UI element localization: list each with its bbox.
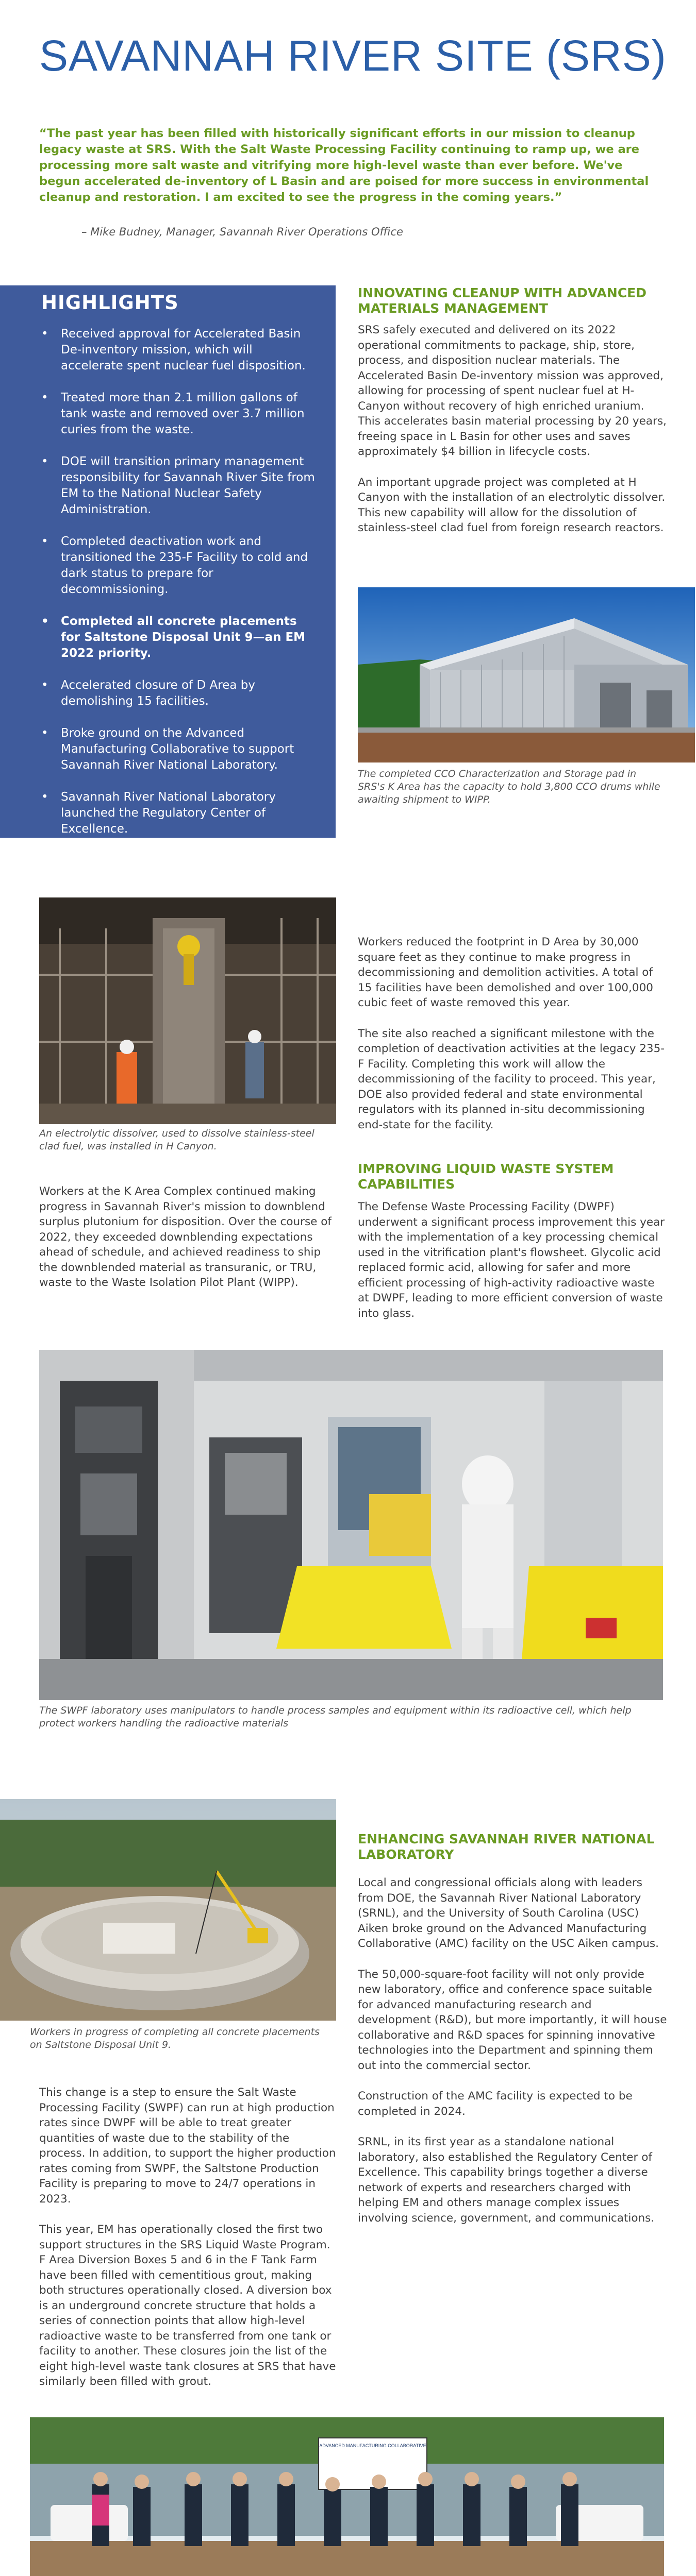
swpf-lab-photo <box>39 1350 663 1700</box>
saltstone-photo <box>0 1799 336 2021</box>
srnl-paragraph: SRNL, in its first year as a standalone national laboratory, also established the Regulatory Center of Excellence. This capability brings together a diverse network of experts and researchers charged with helping EM and others manage complex issues involving science, government, and communications. <box>358 2136 655 2225</box>
swpf-caption: The SWPF laboratory uses manipulators to handle process samples and equipment within its radioactive cell, which help protect workers handling the radioactive materials <box>39 1705 632 1729</box>
saltstone-text <box>39 2085 338 2405</box>
cco-storage-photo <box>358 587 695 762</box>
k-area-paragraph: Workers at the K Area Complex continued making progress in Savannah River's mission to downblend surplus plutonium for disposition. Over the course of 2022, they exceeded downblending expectations ahead of schedule, and achieved readiness to ship the downblended material as transuranic, or TRU, waste to the Waste Isolation Pilot Plant (WIPP). <box>39 1185 332 1289</box>
cleanup-paragraph: SRS safely executed and delivered on its 2022 operational commitments to package, ship, store, process, and disposition nuclear materials. The Accelerated Basin De-inventory mission was approved, allowing for processing of spent nuclear fuel at H-Canyon without recovery of high enriched uranium. This accelerates basin material processing by 20 years, freeing space in L Basin for other uses and saves approximately $4 billion in lifecycle costs. <box>358 324 667 458</box>
highlight-item: • Savannah River National Laboratory launched the Regulatory Center of Excellence. <box>41 789 315 837</box>
highlight-item: • Completed all concrete placements for Saltstone Disposal Unit 9—an EM 2022 priority. <box>41 614 315 662</box>
srnl-text <box>358 1875 667 2241</box>
cleanup-text <box>358 323 667 551</box>
d-area-text <box>358 935 667 1148</box>
groundbreaking-photo <box>30 2417 664 2576</box>
saltstone-paragraph: This change is a step to ensure the Salt Waste Processing Facility (SWPF) can run at high production rates since DWPF will be able to treat greater quantities of waste due to the stability of the process. In addition, to support the higher production rates coming from SWPF, the Saltstone Production Facility is preparing to move to 24/7 operations in 2023. <box>39 2086 336 2206</box>
sign-text: ADVANCED MANUFACTURING COLLABORATIVE <box>319 2443 426 2448</box>
d-area-paragraph: Workers reduced the footprint in D Area by 30,000 square feet as they continue to make progress in decommissioning and demolition activities. A total of 15 facilities have been demolished and over 100,000 cubic feet of waste removed this year. <box>358 936 653 1009</box>
k-area-text <box>39 1184 338 1306</box>
dissolver-photo <box>39 897 336 1124</box>
cleanup-heading: INNOVATING CLEANUP WITH ADVANCED MATERIALS MANAGEMENT <box>358 285 647 316</box>
page-title: SAVANNAH RIVER SITE (SRS) <box>39 31 667 80</box>
highlights-box <box>0 285 336 838</box>
highlight-item: • Received approval for Accelerated Basin De-inventory mission, which will accelerate spent nuclear fuel disposition. <box>41 326 315 374</box>
srnl-heading: ENHANCING SAVANNAH RIVER NATIONAL LABORATORY <box>358 1832 655 1862</box>
srnl-paragraph: The 50,000-square-foot facility will not only provide new laboratory, office and conference space suitable for advanced manufacturing research and development (R&D), but more importantly, it will house collaborative and R&D spaces for spinning innovative technologies into the Department and spinning them out into the commercial sector. <box>358 1968 667 2072</box>
liquid-waste-heading: IMPROVING LIQUID WASTE SYSTEM CAPABILITIES <box>358 1161 614 1192</box>
liquid-waste-paragraph: The Defense Waste Processing Facility (DWPF) underwent a significant process improvement this year with the implementation of a key processing chemical used in the vitrification plant's flowsheet. Glycolic acid replaced formic acid, allowing for safer and more efficient processing of high-activity radioactive waste at DWPF, leading to more efficient conversion of waste into glass. <box>358 1200 665 1320</box>
saltstone-paragraph: This year, EM has operationally closed the first two support structures in the SRS Liquid Waste Program. F Area Diversion Boxes 5 and 6 in the F Tank Farm have been filled with cementitious grout, making both structures operationally closed. A diversion box is an underground concrete structure that holds a series of connection points that allow high-level radioactive waste to be transferred from one tank or facility to another. These closures join the list of the eight high-level waste tank closures at SRS that have similarly been filled with grout. <box>39 2223 336 2388</box>
d-area-paragraph: The site also reached a significant milestone with the completion of deactivation activities at the legacy 235-F Facility. Completing this work will allow the decommissioning of the facility to proceed. This year, DOE also provided federal and state environmental regulators with its planned in-situ decommissioning end-state for the facility. <box>358 1027 665 1131</box>
manager-quote: “The past year has been filled with historically significant efforts in our mission to cleanup legacy waste at SRS. With the Salt Waste Processing Facility continuing to ramp up, we are processing more salt waste and vitrifying more high-level waste than ever before. We've begun accelerated de-inventory of L Basin and are poised for more success in environmental cleanup and restoration. I am excited to see the progress in the coming years.” <box>39 127 649 204</box>
quote-attribution: – Mike Budney, Manager, Savannah River Operations Office <box>81 226 403 238</box>
dissolver-caption: An electrolytic dissolver, used to dissolve stainless-steel clad fuel, was installed in H Canyon. <box>39 1128 314 1152</box>
saltstone-caption: Workers in progress of completing all concrete placements on Saltstone Disposal Unit 9. <box>30 2026 320 2050</box>
srnl-paragraph: Construction of the AMC facility is expected to be completed in 2024. <box>358 2090 633 2118</box>
srnl-paragraph: Local and congressional officials along with leaders from DOE, the Savannah River National Laboratory (SRNL), and the University of South Carolina (USC) Aiken broke ground on the Advanced Manufacturing Collaborative (AMC) facility on the USC Aiken campus. <box>358 1876 659 1950</box>
highlight-item: • DOE will transition primary management responsibility for Savannah River Site from EM to the National Nuclear Safety Administration. <box>41 454 315 518</box>
liquid-waste-text <box>358 1199 667 1336</box>
highlights-list <box>41 326 315 837</box>
highlights-title: HIGHLIGHTS <box>41 292 179 314</box>
highlight-item: • Accelerated closure of D Area by demolishing 15 facilities. <box>41 677 315 709</box>
cleanup-paragraph: An important upgrade project was completed at H Canyon with the installation of an electrolytic dissolver. This new capability will allow for the dissolution of stainless-steel clad fuel from foreign research reactors. <box>358 476 666 534</box>
highlight-item: • Broke ground on the Advanced Manufacturing Collaborative to support Savannah River National Laboratory. <box>41 725 315 773</box>
highlight-item: • Completed deactivation work and transitioned the 235-F Facility to cold and dark status to prepare for decommissioning. <box>41 534 315 598</box>
cco-caption: The completed CCO Characterization and Storage pad in SRS's K Area has the capacity to hold 3,800 CCO drums while awaiting shipment to WIPP. <box>358 768 660 805</box>
highlight-item: • Treated more than 2.1 million gallons of tank waste and removed over 3.7 million curies from the waste. <box>41 390 315 438</box>
